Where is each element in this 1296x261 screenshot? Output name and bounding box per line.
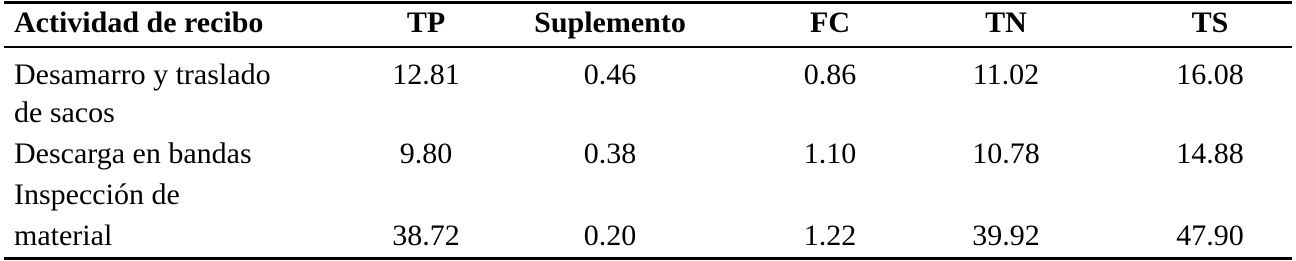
cell-tp: 38.72 [392, 219, 460, 252]
header-ts: TS [1191, 6, 1229, 39]
header-tp: TP [406, 6, 446, 39]
cell-activity-cont: material [14, 219, 113, 252]
cell-suplemento: 0.38 [583, 137, 637, 170]
header-fc: FC [810, 6, 850, 39]
cell-ts: 47.90 [1176, 219, 1244, 252]
cell-activity: Inspección de [14, 178, 180, 211]
cell-tn: 39.92 [972, 219, 1040, 252]
header-tn: TN [985, 6, 1027, 39]
cell-suplemento: 0.20 [583, 219, 637, 252]
cell-tp: 12.81 [392, 58, 460, 91]
cell-fc: 0.86 [803, 58, 857, 91]
cell-suplemento: 0.46 [583, 58, 637, 91]
table-bottom-rule [4, 257, 1292, 260]
header-suplemento: Suplemento [534, 6, 686, 39]
header-actividad: Actividad de recibo [14, 6, 264, 39]
table-header-rule [4, 46, 1292, 48]
cell-ts: 16.08 [1176, 58, 1244, 91]
cell-activity: Descarga en bandas [14, 137, 252, 170]
cell-fc: 1.10 [803, 137, 857, 170]
cell-activity-cont: de sacos [14, 96, 115, 129]
cell-fc: 1.22 [803, 219, 857, 252]
cell-tp: 9.80 [399, 137, 453, 170]
cell-ts: 14.88 [1176, 137, 1244, 170]
cell-activity: Desamarro y traslado [14, 58, 271, 91]
cell-tn: 11.02 [972, 58, 1040, 91]
cell-tn: 10.78 [972, 137, 1040, 170]
table-top-rule [4, 1, 1292, 4]
